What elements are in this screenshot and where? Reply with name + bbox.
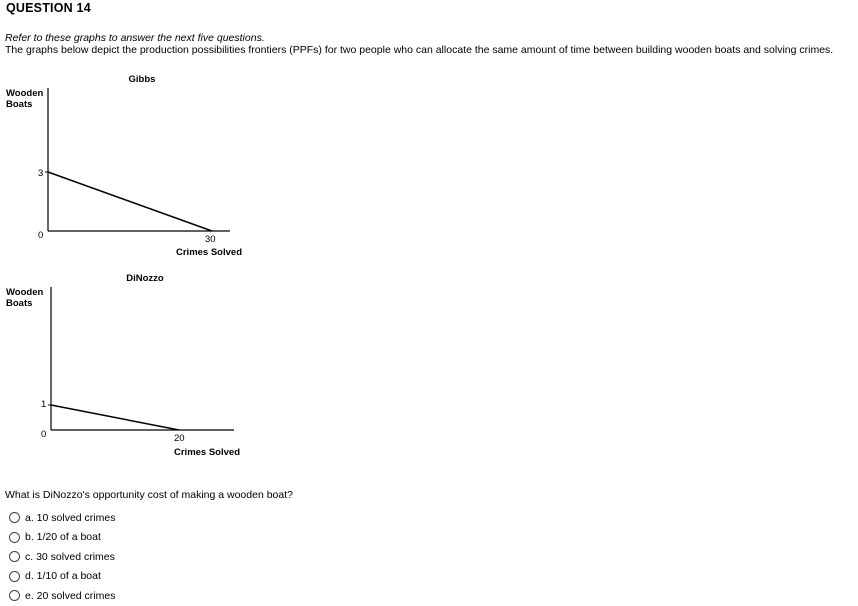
gibbs-ylabel-line1: Wooden xyxy=(6,88,44,99)
radio-button[interactable] xyxy=(9,590,20,601)
dinozzo-y-intercept-label: 1 xyxy=(41,399,47,410)
radio-button[interactable] xyxy=(9,532,20,543)
dinozzo-ylabel-line2: Boats xyxy=(6,298,33,309)
question-text: What is DiNozzo's opportunity cost of making a wooden boat? xyxy=(5,489,293,501)
option-label: d. 1/10 of a boat xyxy=(25,570,101,583)
description-text: The graphs below depict the production possibilities frontiers (PPFs) for two people who can allocate the same amount of time between building wooden boats and solving crimes. xyxy=(5,44,834,56)
radio-button[interactable] xyxy=(9,512,20,523)
option-e[interactable] xyxy=(9,586,115,606)
gibbs-graph xyxy=(6,74,242,258)
option-b[interactable] xyxy=(9,528,115,548)
option-label: e. 20 solved crimes xyxy=(25,589,116,602)
gibbs-title: Gibbs xyxy=(128,74,156,85)
dinozzo-graph xyxy=(6,273,240,458)
option-d[interactable] xyxy=(9,567,115,587)
question-number: QUESTION 14 xyxy=(6,1,91,15)
instruction-text: Refer to these graphs to answer the next five questions. xyxy=(5,32,265,44)
dinozzo-x-intercept-label: 20 xyxy=(174,433,185,444)
radio-button[interactable] xyxy=(9,551,20,562)
gibbs-ppf-line xyxy=(48,172,212,231)
option-label: a. 10 solved crimes xyxy=(25,511,116,524)
dinozzo-origin-label: 0 xyxy=(41,429,47,440)
option-label: c. 30 solved crimes xyxy=(25,550,115,563)
gibbs-origin-label: 0 xyxy=(38,230,44,241)
gibbs-ylabel-line2: Boats xyxy=(6,99,33,110)
option-c[interactable] xyxy=(9,547,115,567)
dinozzo-ylabel-line1: Wooden xyxy=(6,287,44,298)
gibbs-x-intercept-label: 30 xyxy=(205,234,216,245)
radio-button[interactable] xyxy=(9,571,20,582)
option-label: b. 1/20 of a boat xyxy=(25,531,101,544)
dinozzo-title: DiNozzo xyxy=(126,273,164,284)
answer-options xyxy=(9,508,115,606)
gibbs-xlabel: Crimes Solved xyxy=(176,247,242,258)
gibbs-y-intercept-label: 3 xyxy=(38,168,44,179)
option-a[interactable] xyxy=(9,508,115,528)
dinozzo-ppf-line xyxy=(51,405,179,430)
dinozzo-xlabel: Crimes Solved xyxy=(174,447,240,458)
